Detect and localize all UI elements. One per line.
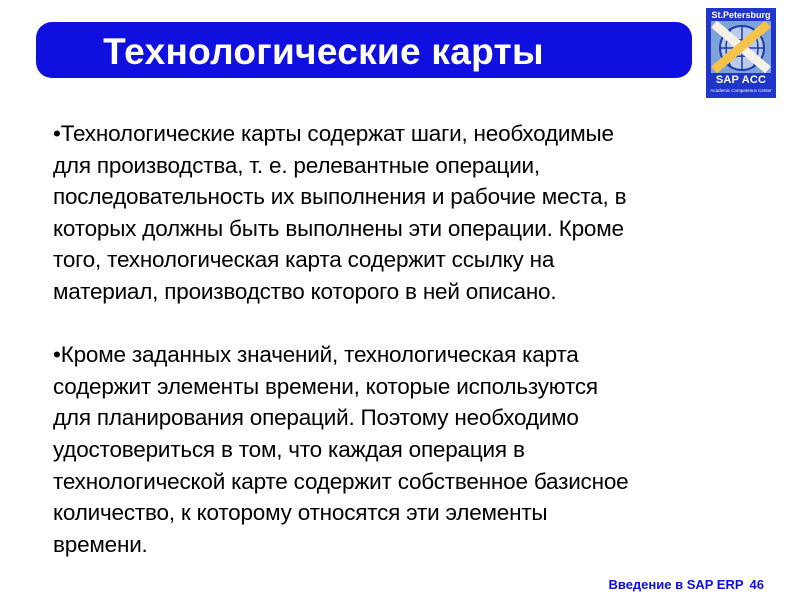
line-text: Технологические карты содержат шаги, необходимые [60,121,614,146]
page-number: 46 [749,577,764,592]
logo-main-text: SAP ACC [715,74,767,86]
logo-city-text: St.Petersburg [711,10,771,20]
logo-sub-text: Academic Competence Center [710,88,772,93]
paragraph-line: для производства, т. е. релевантные операции, [53,152,540,178]
bullet: • [53,342,61,368]
paragraph-line: времени. [53,531,148,557]
bullet: • [53,121,61,146]
slide-footer [608,578,764,592]
slide-body [53,118,763,560]
paragraph-line [53,339,763,371]
line-text: Кроме заданных значений, технологическая карта [60,342,579,368]
globe-emblem-icon [711,21,771,73]
paragraph-line: содержит элементы времени, которые используются [53,373,598,399]
paragraph-line: технологической карте содержит собственное базисное [53,468,629,494]
footer-label: Введение в SAP ERP [608,577,744,592]
paragraph-line: последовательность их выполнения и рабочие места, в [53,184,627,210]
paragraph-1 [53,118,763,308]
paragraph-line [53,118,763,150]
slide-title: Технологические карты [103,31,544,72]
paragraph-line: которых должны быть выполнены эти операции. Кроме [53,215,624,241]
paragraph-2 [53,339,763,560]
paragraph-line: материал, производство которого в ней описано. [53,278,557,304]
sap-acc-logo [706,8,776,98]
paragraph-line: удостовериться в том, что каждая операция в [53,436,525,462]
paragraph-line: количество, к которому относятся эти элементы [53,500,548,526]
paragraph-line: того, технологическая карта содержит ссылку на [53,247,555,273]
paragraph-line: для планирования операций. Поэтому необходимо [53,405,579,431]
